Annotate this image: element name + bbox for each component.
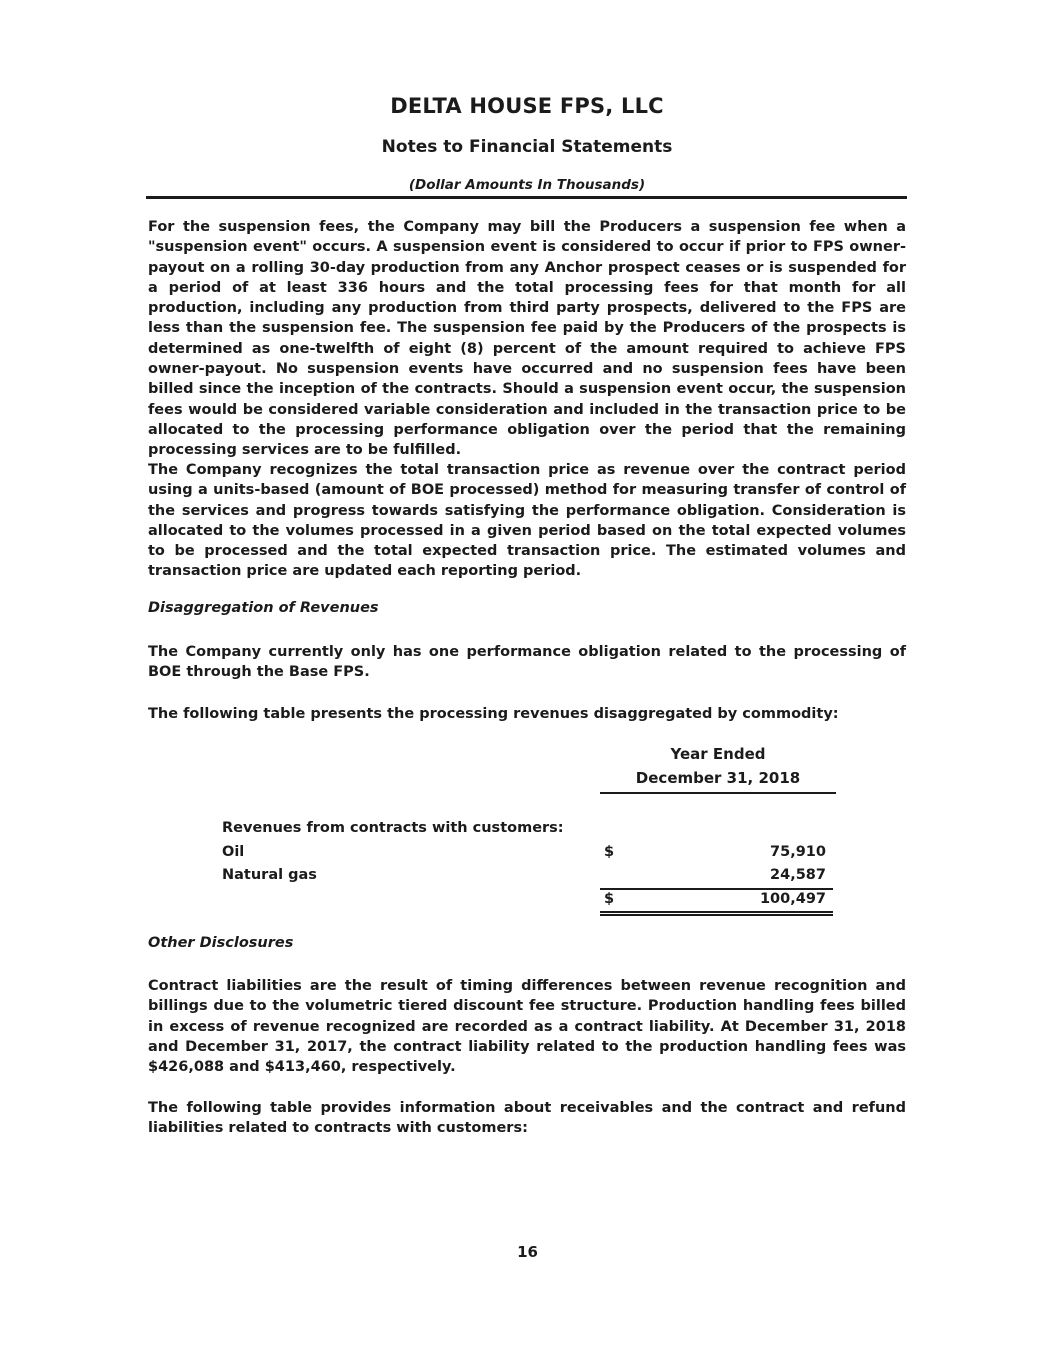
column-header-date: December 31, 2018 [635, 769, 801, 787]
row-label-natural-gas: Natural gas [222, 867, 317, 883]
other-disclosures-heading: Other Disclosures [148, 935, 294, 951]
disaggregation-heading: Disaggregation of Revenues [148, 600, 379, 616]
revenue-table-intro: The following table presents the processing revenues disaggregated by commodity: [148, 706, 839, 722]
row-value-oil: 75,910 [770, 844, 826, 860]
currency-symbol-oil: $ [604, 844, 615, 860]
company-name: DELTA HOUSE FPS, LLC [390, 94, 664, 118]
column-header-year-ended: Year Ended [670, 745, 766, 763]
currency-symbol-total: $ [604, 891, 615, 907]
suspension-fee-paragraph: For the suspension fees, the Company may bill the Producers a suspension fee when a "suspension event" occurs. A suspension event is considered to occur if prior to FPS owner-payout on a rolling 30-day production from any Anchor prospect ceases or is suspended for a period of at least 336 hours and the total processing fees for that month for all production, including any production from third party prospects, delivered to the FPS are less than the suspension fee. The suspension fee paid by the Producers of the prospects is determined as one-twelfth of eight (8) percent of the amount required to achieve FPS owner-payout. No suspension events have occurred and no suspension fees have been billed since the inception of the contracts. Should a suspension event occur, the suspension fees would be considered variable consideration and included in the transaction price to be allocated to the processing performance obligation over the period that the remaining processing services are to be fulfilled. [148, 219, 906, 459]
revenue-recognition-paragraph: The Company recognizes the total transaction price as revenue over the contract period using a units-based (amount of BOE processed) method for measuring transfer of control of the services and progress towards satisfying the performance obligation. Consideration is allocated to the volumes processed in a given period based on the total expected volumes to be processed and the total expected transaction price. The estimated volumes and transaction price are updated each reporting period. [148, 462, 906, 580]
row-value-natural-gas: 24,587 [770, 867, 826, 883]
column-header-underline [600, 792, 836, 794]
total-value: 100,497 [759, 891, 826, 907]
receivables-table-intro: The following table provides information about receivables and the contract and refund liabilities related to contracts with customers: [148, 1100, 906, 1137]
total-double-rule-top [600, 911, 833, 913]
page-number: 16 [517, 1243, 538, 1261]
statement-subtitle: Notes to Financial Statements [381, 137, 673, 157]
amount-units-note: (Dollar Amounts In Thousands) [408, 177, 646, 193]
row-label-oil: Oil [222, 844, 245, 860]
revenue-section-label: Revenues from contracts with customers: [222, 820, 564, 836]
header-divider [146, 196, 907, 199]
subtotal-rule [600, 888, 833, 890]
performance-obligation-paragraph: The Company currently only has one performance obligation related to the processing of BOE through the Base FPS. [148, 644, 906, 681]
total-double-rule-bottom [600, 914, 833, 916]
contract-liabilities-paragraph: Contract liabilities are the result of timing differences between revenue recognition and billings due to the volumetric tiered discount fee structure. Production handling fees billed in excess of revenue recognized are recorded as a contract liability. At December 31, 2018 and December 31, 2017, the contract liability related to the production handling fees was $426,088 and $413,460, respectively. [148, 978, 906, 1076]
